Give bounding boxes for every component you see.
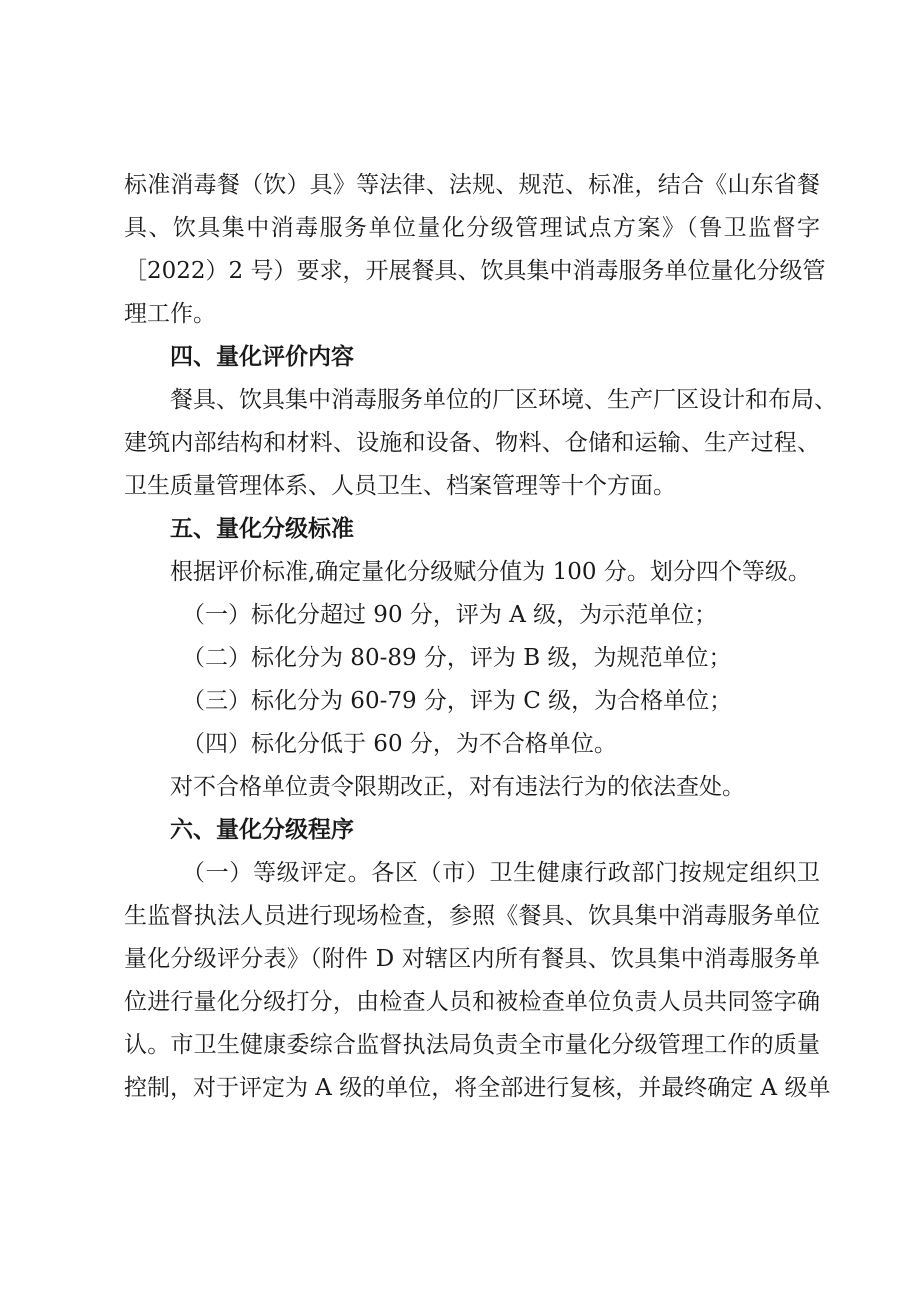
section-heading: 四、量化评价内容 bbox=[170, 344, 354, 370]
list-item: （四）标化分低于 60 分，为不合格单位。 bbox=[182, 731, 617, 757]
text-line: 卫生质量管理体系、人员卫生、档案管理等十个方面。 bbox=[124, 473, 676, 499]
list-item: （三）标化分为 60-79 分，评为 C 级，为合格单位； bbox=[182, 688, 733, 714]
text-line: 量化分级评分表》（附件 D 对辖区内所有餐具、饮具集中消毒服务单 bbox=[124, 946, 820, 972]
text-line: 根据评价标准,确定量化分级赋分值为 100 分。划分四个等级。 bbox=[170, 559, 811, 585]
text-line: 生监督执法人员进行现场检查，参照《餐具、饮具集中消毒服务单位 bbox=[124, 903, 820, 929]
text-line: 对不合格单位责令限期改正，对有违法行为的依法查处。 bbox=[170, 774, 745, 800]
text-line: 认。市卫生健康委综合监督执法局负责全市量化分级管理工作的质量 bbox=[124, 1032, 820, 1058]
list-item: （一）标化分超过 90 分，评为 A 级，为示范单位； bbox=[182, 602, 718, 628]
text-line: 理工作。 bbox=[124, 301, 216, 327]
text-line: 餐具、饮具集中消毒服务单位的厂区环境、生产厂区设计和布局、 bbox=[170, 387, 837, 413]
text-line: 具、饮具集中消毒服务单位量化分级管理试点方案》（鲁卫监督字 bbox=[124, 215, 820, 241]
text-line: 控制，对于评定为 A 级的单位，将全部进行复核，并最终确定 A 级单 bbox=[124, 1075, 831, 1101]
text-line: （一）等级评定。各区（市）卫生健康行政部门按规定组织卫 bbox=[182, 860, 820, 886]
text-line: 标准消毒餐（饮）具》等法律、法规、规范、标准，结合《山东省餐 bbox=[124, 172, 820, 198]
text-line: 建筑内部结构和材料、设施和设备、物料、仓储和运输、生产过程、 bbox=[124, 430, 820, 456]
text-line: 位进行量化分级打分，由检查人员和被检查单位负责人员共同签字确 bbox=[124, 989, 820, 1015]
list-item: （二）标化分为 80-89 分，评为 B 级，为规范单位； bbox=[182, 645, 732, 671]
section-heading: 五、量化分级标准 bbox=[170, 516, 354, 542]
text-line: ［2022）2 号）要求，开展餐具、饮具集中消毒服务单位量化分级管 bbox=[124, 258, 826, 284]
section-heading: 六、量化分级程序 bbox=[170, 817, 354, 843]
